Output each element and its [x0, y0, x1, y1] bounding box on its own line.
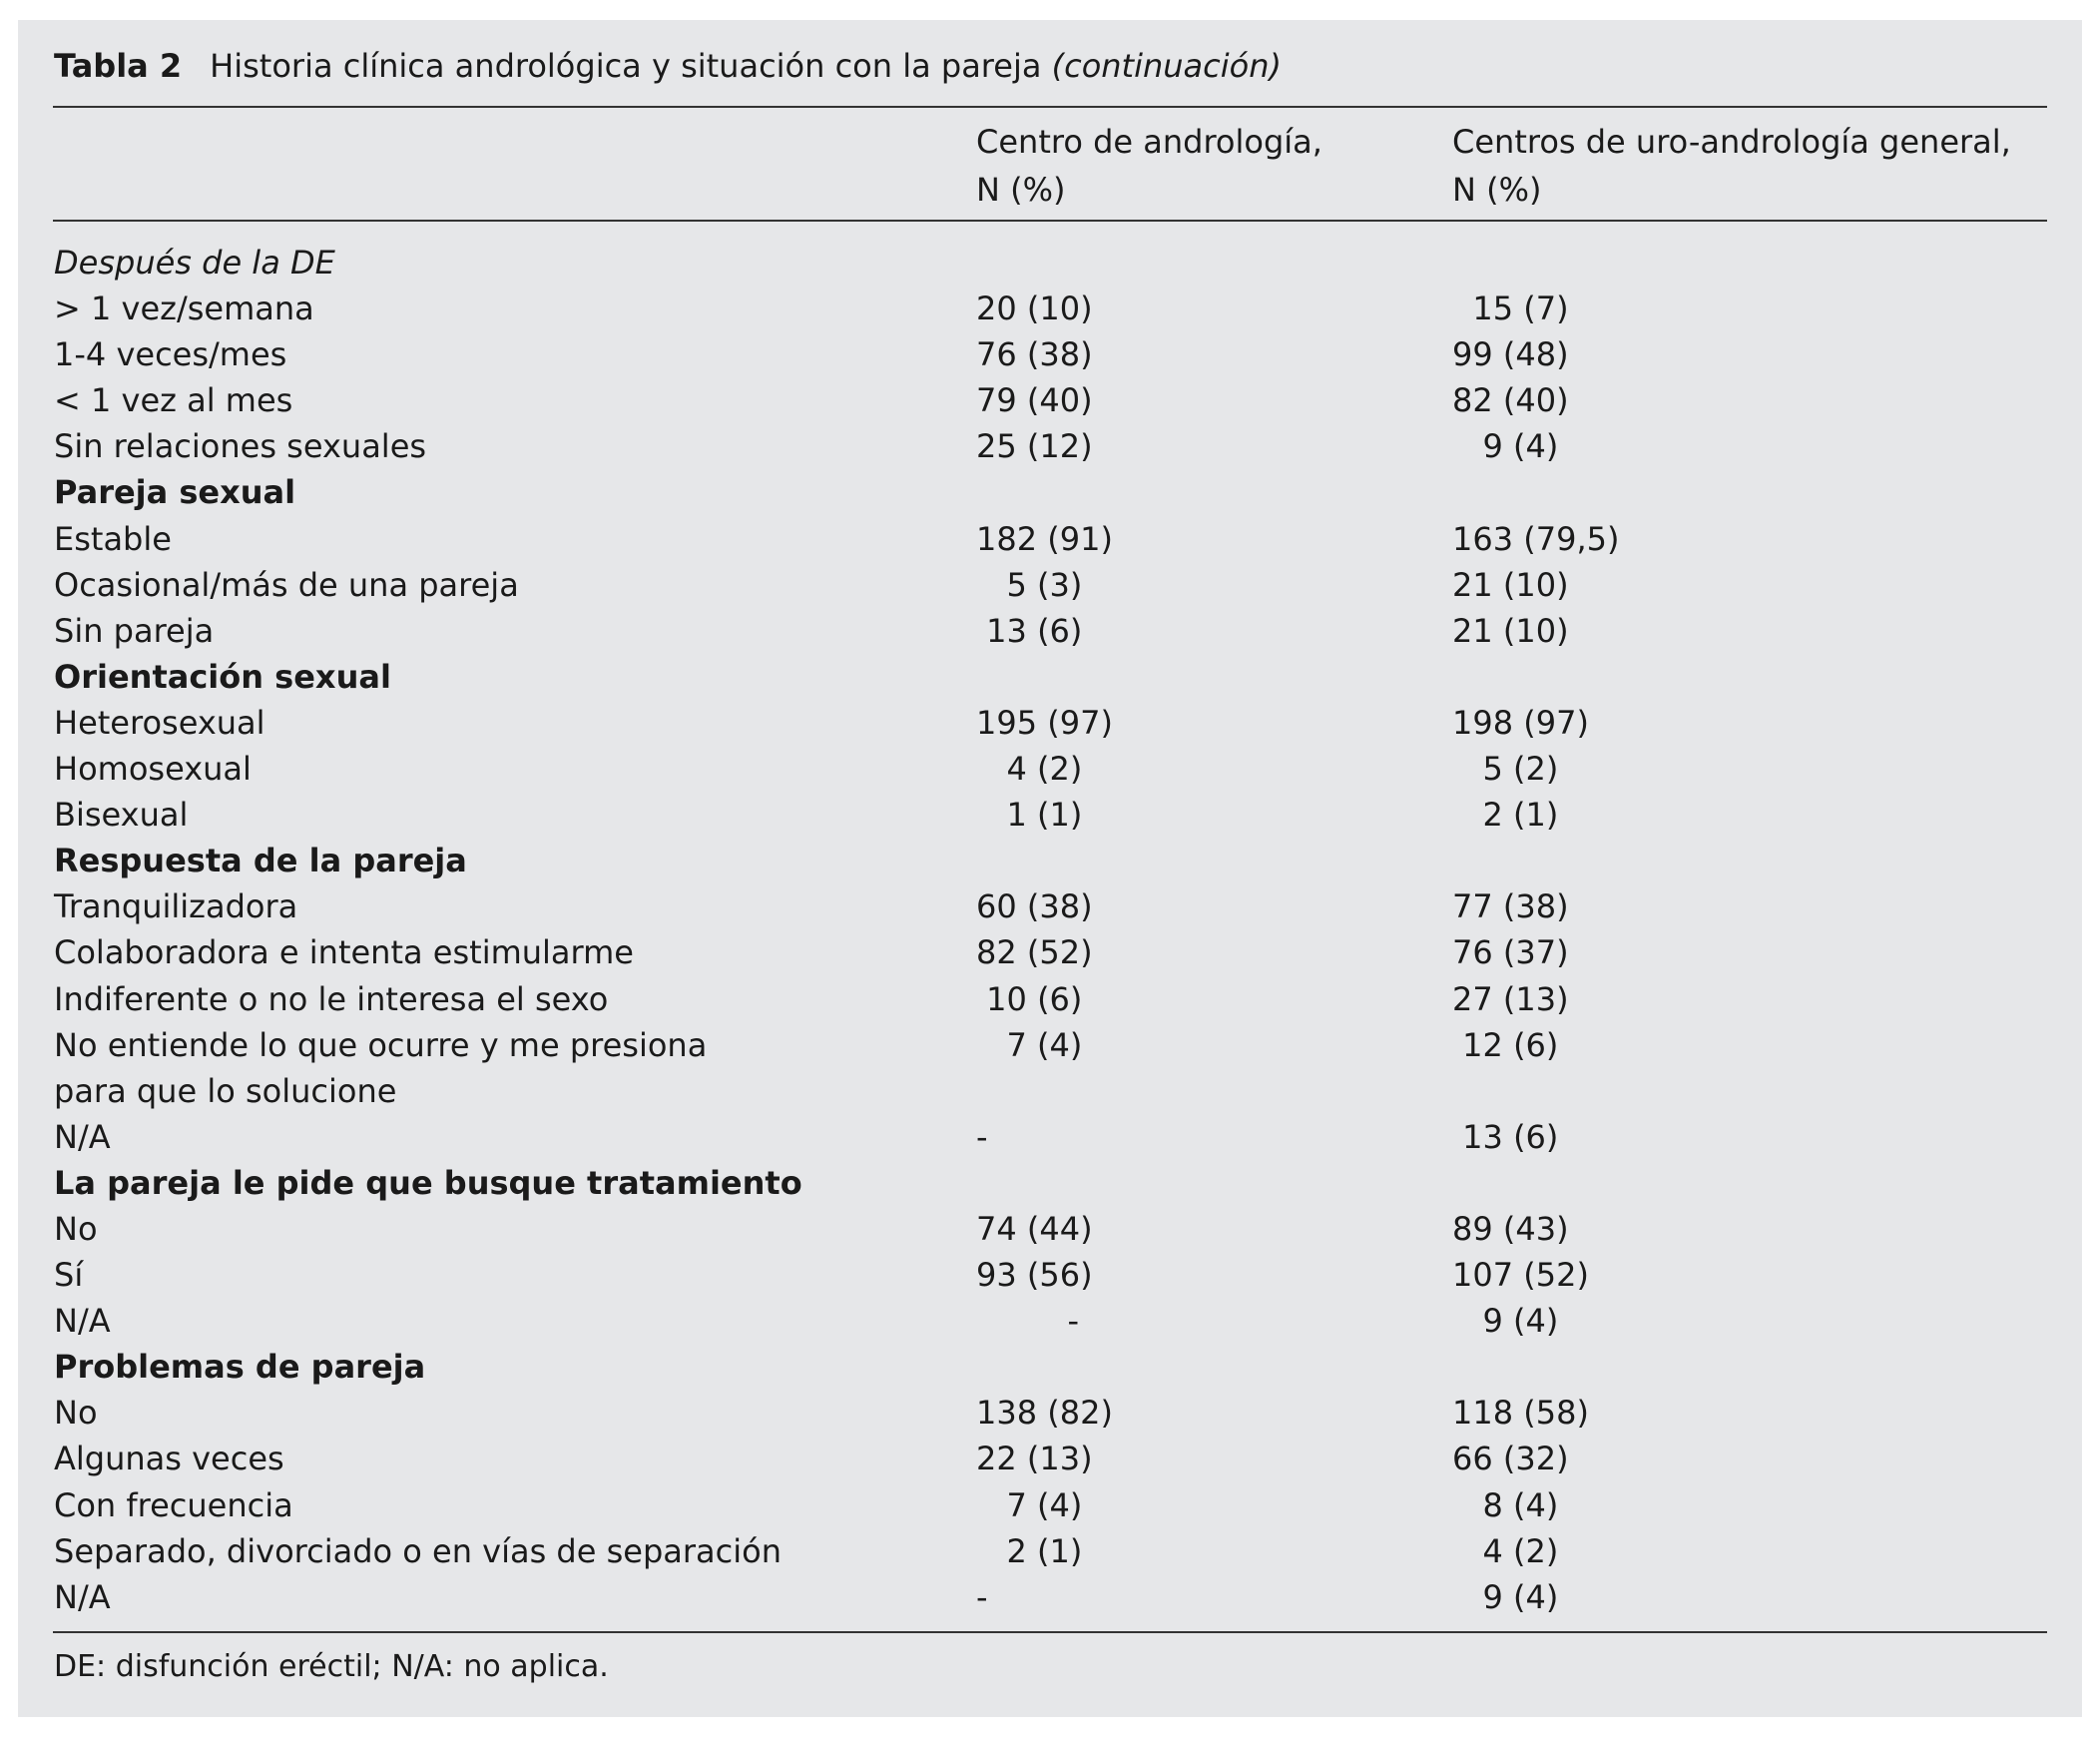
table-row [18, 377, 2082, 423]
value-andrology: 79 (40) [976, 381, 1093, 420]
table-row [18, 562, 2082, 608]
value-uro-andrology: 89 (43) [1452, 1209, 1569, 1248]
table-section-header [18, 1160, 2082, 1206]
row-label: Colaboradora e intenta estimularme [54, 933, 634, 972]
value-andrology: 1 (1) [976, 796, 1083, 835]
value-andrology: 13 (6) [976, 611, 1083, 650]
table-section-header [18, 1344, 2082, 1390]
value-uro-andrology: 12 (6) [1452, 1025, 1559, 1064]
value-uro-andrology: 77 (38) [1452, 887, 1569, 926]
value-uro-andrology: 9 (4) [1452, 427, 1559, 466]
table-row [18, 240, 2082, 286]
bottom-rule [53, 1631, 2047, 1633]
table-row [18, 976, 2082, 1022]
value-andrology: - [976, 1302, 1080, 1341]
row-label: Sin relaciones sexuales [54, 427, 427, 466]
row-label: Separado, divorciado o en vías de separación [54, 1531, 782, 1570]
value-uro-andrology: 15 (7) [1452, 290, 1569, 328]
column-header-line1: Centro de andrología, [976, 123, 1322, 161]
row-label: Después de la DE [54, 244, 335, 282]
value-uro-andrology: 8 (4) [1452, 1485, 1559, 1524]
row-label: Homosexual [54, 750, 252, 789]
table-row [18, 792, 2082, 838]
row-label: Algunas veces [54, 1440, 284, 1478]
row-label: < 1 vez al mes [54, 381, 293, 420]
table-row [18, 929, 2082, 975]
value-andrology: 4 (2) [976, 750, 1083, 789]
table-row [18, 1206, 2082, 1252]
value-andrology: 60 (38) [976, 887, 1093, 926]
value-andrology: 138 (82) [976, 1394, 1113, 1433]
row-label: N/A [54, 1577, 111, 1616]
row-label: Heterosexual [54, 703, 265, 742]
table-body [18, 240, 2082, 1620]
value-uro-andrology: 107 (52) [1452, 1256, 1589, 1295]
table-row [18, 1298, 2082, 1344]
value-uro-andrology: 27 (13) [1452, 979, 1569, 1018]
column-header-andrology [976, 118, 1322, 214]
value-uro-andrology: 2 (1) [1452, 796, 1559, 835]
header-rule [53, 220, 2047, 222]
row-label: N/A [54, 1117, 111, 1156]
row-label: Bisexual [54, 796, 189, 835]
value-uro-andrology: 66 (32) [1452, 1440, 1569, 1478]
table-caption: Historia clínica andrológica y situación con la pareja [210, 47, 1042, 85]
column-header-line1: Centros de uro-andrología general, [1452, 123, 2011, 161]
value-andrology: - [976, 1577, 988, 1616]
row-label: para que lo solucione [54, 1071, 397, 1110]
value-uro-andrology: 82 (40) [1452, 381, 1569, 420]
value-uro-andrology: 163 (79,5) [1452, 519, 1620, 558]
row-label: 1-4 veces/mes [54, 335, 287, 374]
row-label: Respuesta de la pareja [54, 842, 467, 880]
row-label: Indiferente o no le interesa el sexo [54, 979, 609, 1018]
row-label: No [54, 1394, 98, 1433]
column-header-uro-andrology [1452, 118, 2011, 214]
table-footnote: DE: disfunción eréctil; N/A: no aplica. [54, 1649, 609, 1684]
table-row [18, 1574, 2082, 1620]
row-label: Con frecuencia [54, 1485, 293, 1524]
value-uro-andrology: 118 (58) [1452, 1394, 1589, 1433]
table-row [18, 1528, 2082, 1574]
table-section-header [18, 469, 2082, 515]
value-andrology: 7 (4) [976, 1485, 1083, 1524]
table-row [18, 1252, 2082, 1298]
value-andrology: 195 (97) [976, 703, 1113, 742]
table-row [18, 286, 2082, 331]
row-label: No entiende lo que ocurre y me presiona [54, 1025, 708, 1064]
column-header-line2: N (%) [1452, 171, 1542, 209]
row-label: Sin pareja [54, 611, 215, 650]
table-row [18, 1022, 2082, 1068]
value-andrology: 93 (56) [976, 1256, 1093, 1295]
row-label: Problemas de pareja [54, 1348, 426, 1387]
value-andrology: 74 (44) [976, 1209, 1093, 1248]
value-uro-andrology: 21 (10) [1452, 611, 1569, 650]
table-row [18, 331, 2082, 377]
table-row [18, 1436, 2082, 1481]
top-rule [53, 106, 2047, 108]
table-section-header [18, 654, 2082, 700]
table-continuation: (continuación) [1051, 47, 1282, 85]
value-andrology: 10 (6) [976, 979, 1083, 1018]
value-andrology: 20 (10) [976, 290, 1093, 328]
value-uro-andrology: 198 (97) [1452, 703, 1589, 742]
value-uro-andrology: 21 (10) [1452, 565, 1569, 604]
table-row [18, 700, 2082, 746]
row-label: Orientación sexual [54, 657, 391, 696]
table-row [18, 608, 2082, 654]
value-uro-andrology: 13 (6) [1452, 1117, 1559, 1156]
value-andrology: 182 (91) [976, 519, 1113, 558]
table-section-header [18, 838, 2082, 883]
value-andrology: 82 (52) [976, 933, 1093, 972]
row-label: Pareja sexual [54, 473, 296, 512]
row-label: Ocasional/más de una pareja [54, 565, 519, 604]
table-row [18, 1068, 2082, 1114]
row-label: N/A [54, 1302, 111, 1341]
table-row [18, 1114, 2082, 1160]
table-row [18, 1482, 2082, 1528]
table-row [18, 516, 2082, 562]
table-panel [18, 20, 2082, 1717]
table-number: Tabla 2 [54, 47, 183, 85]
value-uro-andrology: 4 (2) [1452, 1531, 1559, 1570]
value-andrology: 7 (4) [976, 1025, 1083, 1064]
value-andrology: 5 (3) [976, 565, 1083, 604]
table-row [18, 1390, 2082, 1436]
value-andrology: 2 (1) [976, 1531, 1083, 1570]
value-andrology: 76 (38) [976, 335, 1093, 374]
row-label: Tranquilizadora [54, 887, 298, 926]
row-label: Estable [54, 519, 172, 558]
value-uro-andrology: 9 (4) [1452, 1577, 1559, 1616]
table-row [18, 746, 2082, 792]
value-uro-andrology: 9 (4) [1452, 1302, 1559, 1341]
value-uro-andrology: 76 (37) [1452, 933, 1569, 972]
table-title [54, 46, 1282, 86]
value-uro-andrology: 5 (2) [1452, 750, 1559, 789]
table-row [18, 883, 2082, 929]
row-label: No [54, 1209, 98, 1248]
row-label: > 1 vez/semana [54, 290, 314, 328]
value-andrology: - [976, 1117, 988, 1156]
value-andrology: 22 (13) [976, 1440, 1093, 1478]
row-label: La pareja le pide que busque tratamiento [54, 1163, 802, 1202]
value-uro-andrology: 99 (48) [1452, 335, 1569, 374]
row-label: Sí [54, 1256, 84, 1295]
column-header-line2: N (%) [976, 171, 1066, 209]
table-row [18, 423, 2082, 469]
value-andrology: 25 (12) [976, 427, 1093, 466]
